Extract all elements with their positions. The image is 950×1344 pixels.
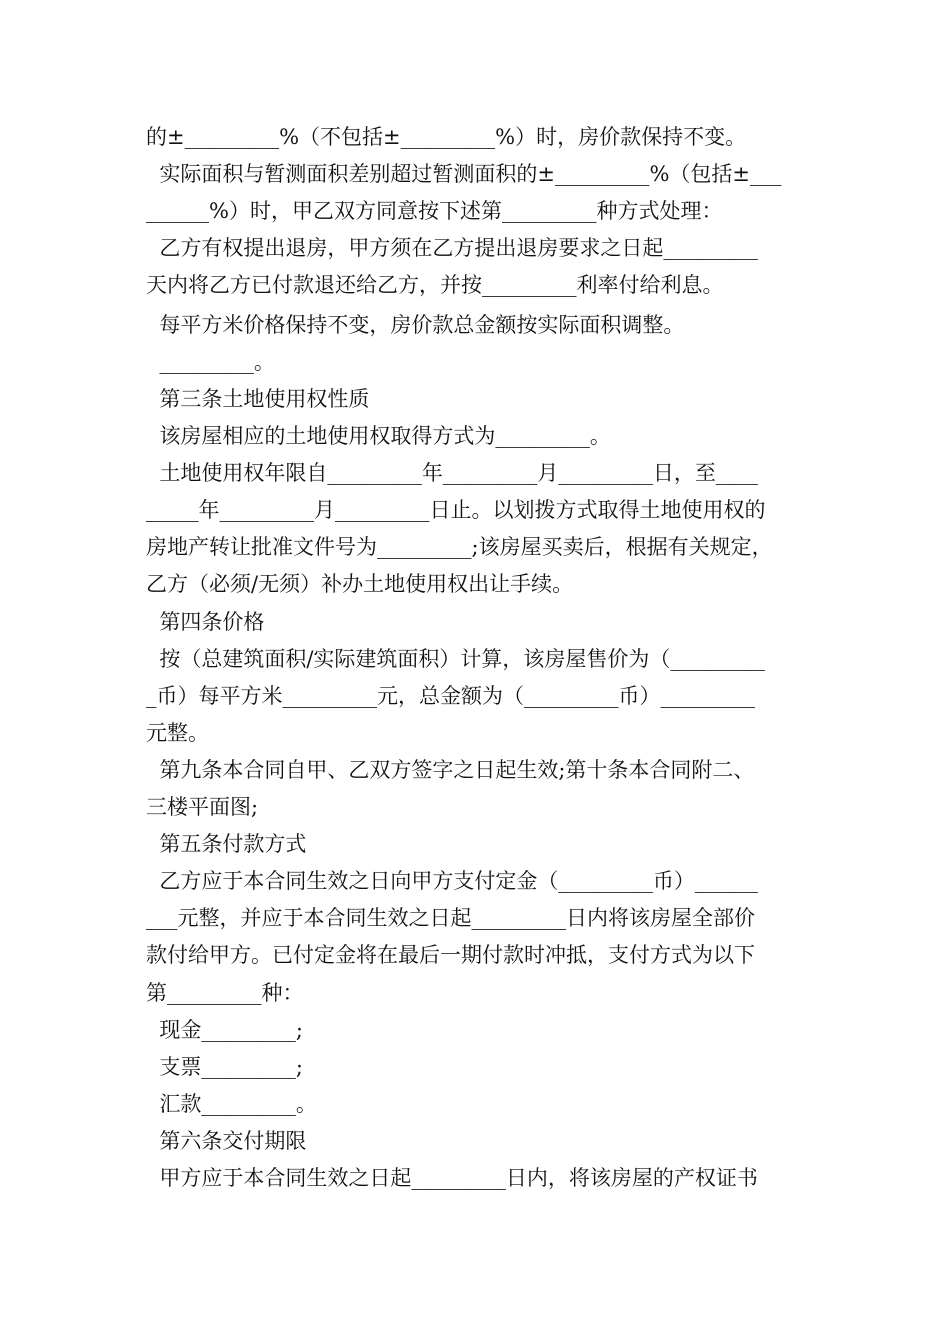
text-line: 款付给甲方。已付定金将在最后一期付款时冲抵，支付方式为以下 (146, 943, 755, 967)
text-line: 三楼平面图; (146, 795, 259, 819)
text-line: 乙方应于本合同生效之日向甲方支付定金（_________币）______ (146, 869, 758, 893)
text-line: 实际面积与暂测面积差别超过暂测面积的±_________%（包括±___ (146, 162, 782, 186)
text-line: 第九条本合同自甲、乙双方签字之日起生效;第十条本合同附二、 (146, 758, 755, 782)
section-heading: 第五条付款方式 (146, 832, 307, 856)
section-heading: 第三条土地使用权性质 (146, 387, 370, 411)
text-line: 每平方米价格保持不变，房价款总金额按实际面积调整。 (146, 313, 685, 337)
text-line: 第_________种： (146, 981, 304, 1005)
text-line: 按（总建筑面积/实际建筑面积）计算，该房屋售价为（_________ (146, 647, 765, 671)
text-line: 房地产转让批准文件号为_________;该房屋买卖后，根据有关规定， (146, 535, 773, 559)
text-line: 汇款_________。 (146, 1092, 317, 1116)
section-heading: 第四条价格 (146, 610, 265, 634)
text-line: _____年_________月_________日止。以划拨方式取得土地使用权的 (146, 498, 766, 522)
text-line: 的±_________%（不包括±_________%）时，房价款保持不变。 (146, 125, 747, 149)
text-line: 甲方应于本合同生效之日起_________日内，将该房屋的产权证书 (146, 1166, 758, 1190)
text-line: _币）每平方米_________元，总金额为（_________币）_________ (146, 684, 755, 708)
text-line: 土地使用权年限自_________年_________月_________日，至____ (146, 461, 758, 485)
text-line: 现金_________; (146, 1018, 303, 1042)
text-line: 乙方有权提出退房，甲方须在乙方提出退房要求之日起_________ (146, 236, 758, 260)
text-line: _________。 (146, 350, 275, 374)
text-line: ___元整，并应于本合同生效之日起_________日内将该房屋全部价 (146, 906, 755, 930)
section-heading: 第六条交付期限 (146, 1129, 307, 1153)
text-line: ______%）时，甲乙双方同意按下述第_________种方式处理： (146, 199, 723, 223)
text-line: 元整。 (146, 721, 209, 745)
text-line: 支票_________; (146, 1055, 303, 1079)
text-line: 该房屋相应的土地使用权取得方式为_________。 (146, 424, 611, 448)
text-line: 乙方（必须/无须）补办土地使用权出让手续。 (146, 572, 574, 596)
text-line: 天内将乙方已付款退还给乙方，并按_________利率付给利息。 (146, 273, 724, 297)
